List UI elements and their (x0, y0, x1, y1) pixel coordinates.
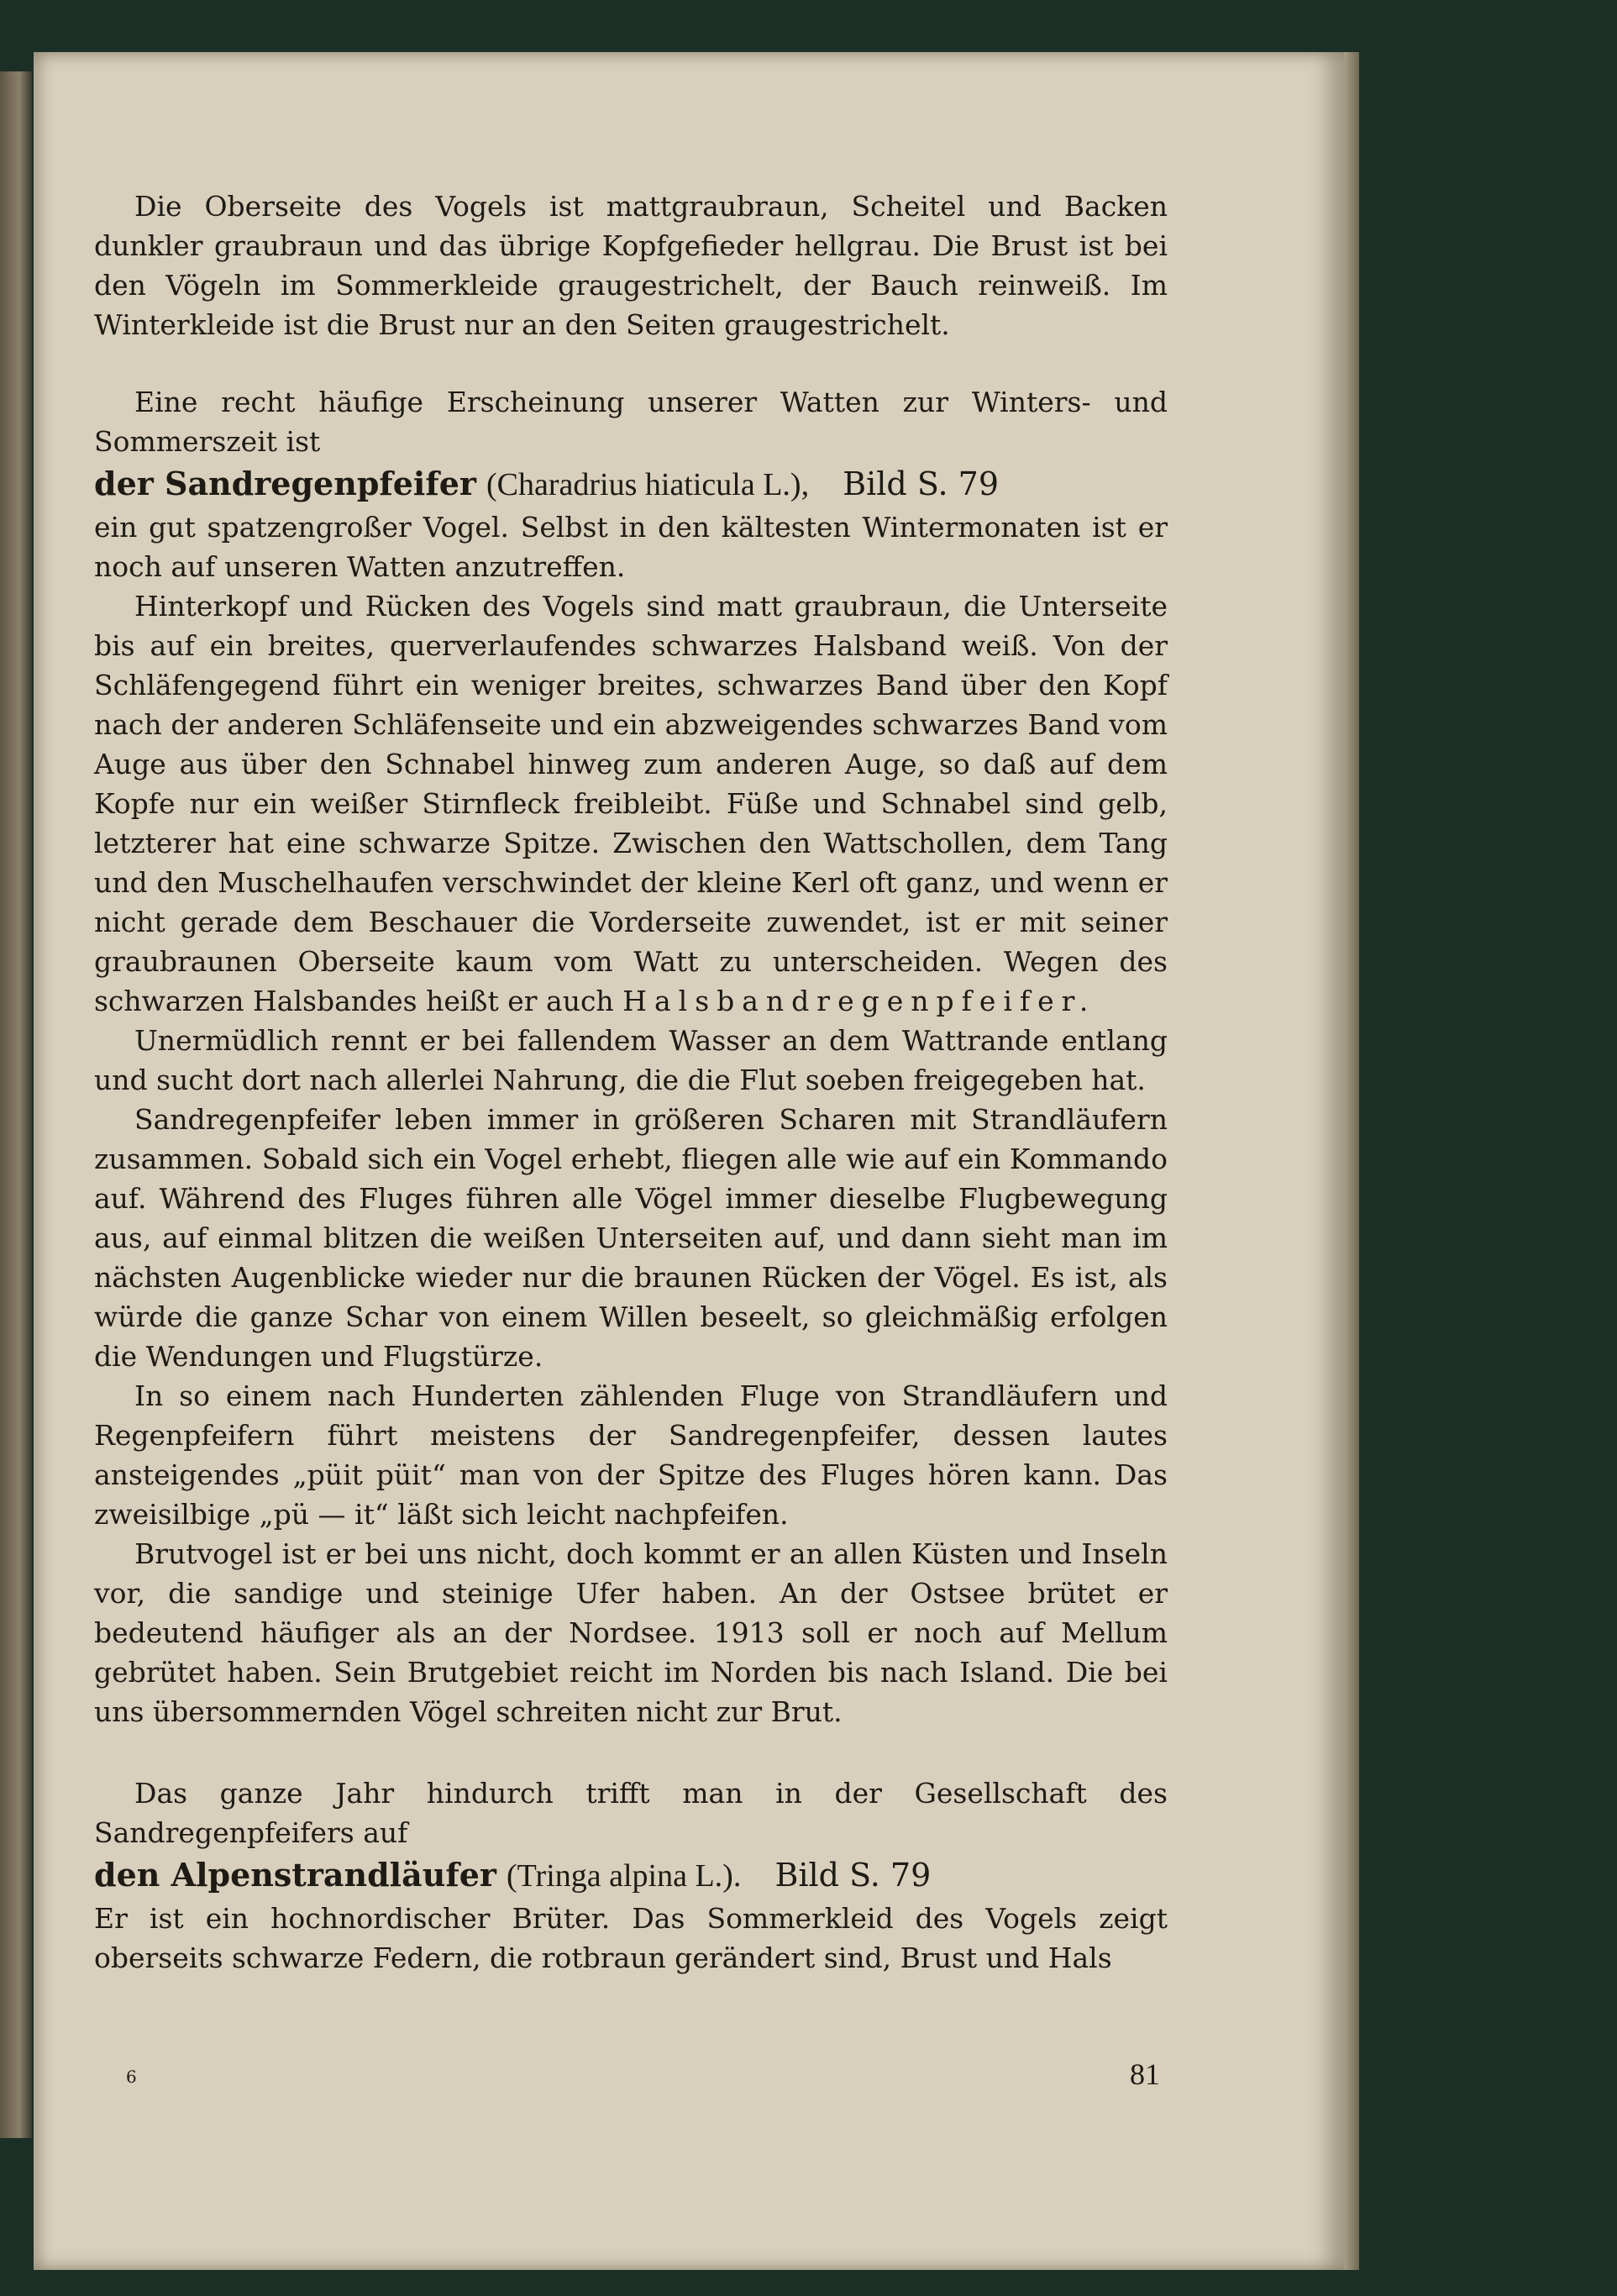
spaced-term-halsbandregenpfeifer: Halsbandregenpfeifer. (622, 985, 1096, 1017)
species-heading-alpenstrandlaeufer (94, 1852, 1168, 1899)
species-picture-ref: Bild S. 79 (774, 1857, 932, 1894)
page-number: 81 (1130, 2057, 1160, 2091)
paragraph-plumage: Die Oberseite des Vogels ist mattgraubraun, Scheitel und Backen dunkler graubraun und das übrige Kopfgefieder hellgrau. Die Brust ist bei den Vögeln im Sommerkleide graugestrichelt, der Bauch reinweiß. Im Winterkleide ist die Brust nur an den Seiten graugestrichelt. (94, 190, 1168, 341)
paragraph-summer-plumage: Er ist ein hochnordischer Brüter. Das Sommerkleid des Vogels zeigt oberseits schwarze Federn, die rotbraun gerändert sind, Brust und Hals (94, 1902, 1168, 1974)
species-latin-name: (Tringa alpina L.). (507, 1858, 742, 1894)
paragraph-intro-sandregenpfeifer: Eine recht häufige Erscheinung unserer Watten zur Winters- und Sommerszeit ist (94, 386, 1168, 458)
printer-signature-mark: 6 (126, 2067, 137, 2087)
paragraph-size: ein gut spatzengroßer Vogel. Selbst in den kältesten Wintermonaten ist er noch auf unseren Watten anzutreffen. (94, 511, 1168, 583)
species-latin-name: (Charadrius hiaticula L.), (486, 467, 810, 502)
body-text-top (94, 187, 1168, 344)
paragraph-feeding: Unermüdlich rennt er bei fallendem Wasser an dem Wattrande entlang und sucht dort nach allerlei Nahrung, die die Flut soeben freigegeben hat. (94, 1024, 1168, 1096)
paragraph-call: In so einem nach Hunderten zählenden Fluge von Strandläufern und Regenpfeifern führt meistens der Sandregenpfeifer, dessen lautes ansteigendes „püit püit“ man von der Spitze des Fluges hören kann. Das zweisilbige „pü — it“ läßt sich leicht nachpfeifen. (94, 1379, 1168, 1531)
paragraph-flocks: Sandregenpfeifer leben immer in größeren Scharen mit Strandläufern zusammen. Sobald sich ein Vogel erhebt, fliegen alle wie auf ein Kommando auf. Während des Fluges führen alle Vögel immer dieselbe Flugbewegung aus, auf einmal blitzen die weißen Unterseiten auf, und dann sieht man im nächsten Augenblicke wieder nur die braunen Rücken der Vögel. Es ist, als würde die ganze Schar von einem Willen beseelt, so gleichmäßig erfolgen die Wendungen und Flugstürze. (94, 1103, 1168, 1373)
paragraph-breeding: Brutvogel ist er bei uns nicht, doch kommt er an allen Küsten und Inseln vor, die sandige und steinige Ufer haben. An der Ostsee brütet er bedeutend häufiger als an der Nordsee. 1913 soll er noch auf Mellum gebrütet haben. Sein Brutgebiet reicht im Norden bis nach Island. Die bei uns übersommernden Vögel schreiten nicht zur Brut. (94, 1537, 1168, 1728)
body-text-main (94, 382, 1168, 1978)
species-name: den Alpenstrandläufer (94, 1856, 496, 1894)
previous-page-edge (0, 71, 32, 2138)
species-name: der Sandregenpfeifer (94, 465, 476, 502)
paragraph-appearance-text: Hinterkopf und Rücken des Vogels sind matt graubraun, die Unterseite bis auf ein breites, querverlaufendes schwarzes Halsband weiß. Von der Schläfengegend führt ein weniger breites, schwarzes Band über den Kopf nach der anderen Schläfenseite und ein abzweigendes schwarzes Band vom Auge aus über den Schnabel hinweg zum anderen Auge, so daß auf dem Kopfe nur ein weißer Stirnfleck freibleibt. Füße und Schnabel sind gelb, letzterer hat eine schwarze Spitze. Zwischen den Wattschollen, dem Tang und den Muschelhaufen verschwindet der kleine Kerl oft ganz, und wenn er nicht gerade dem Beschauer die Vorderseite zuwendet, ist er mit seiner graubraunen Oberseite kaum vom Watt zu unterscheiden. Wegen des schwarzen Halsbandes heißt er auch (94, 590, 1168, 1017)
page-fore-edge (1344, 52, 1359, 2270)
paragraph-appearance (94, 586, 1168, 1021)
species-picture-ref: Bild S. 79 (843, 465, 1000, 502)
species-heading-sandregenpfeifer (94, 461, 1168, 507)
paragraph-intro-alpenstrandlaeufer: Das ganze Jahr hindurch trifft man in der Gesellschaft des Sandregenpfeifers auf (94, 1777, 1168, 1849)
